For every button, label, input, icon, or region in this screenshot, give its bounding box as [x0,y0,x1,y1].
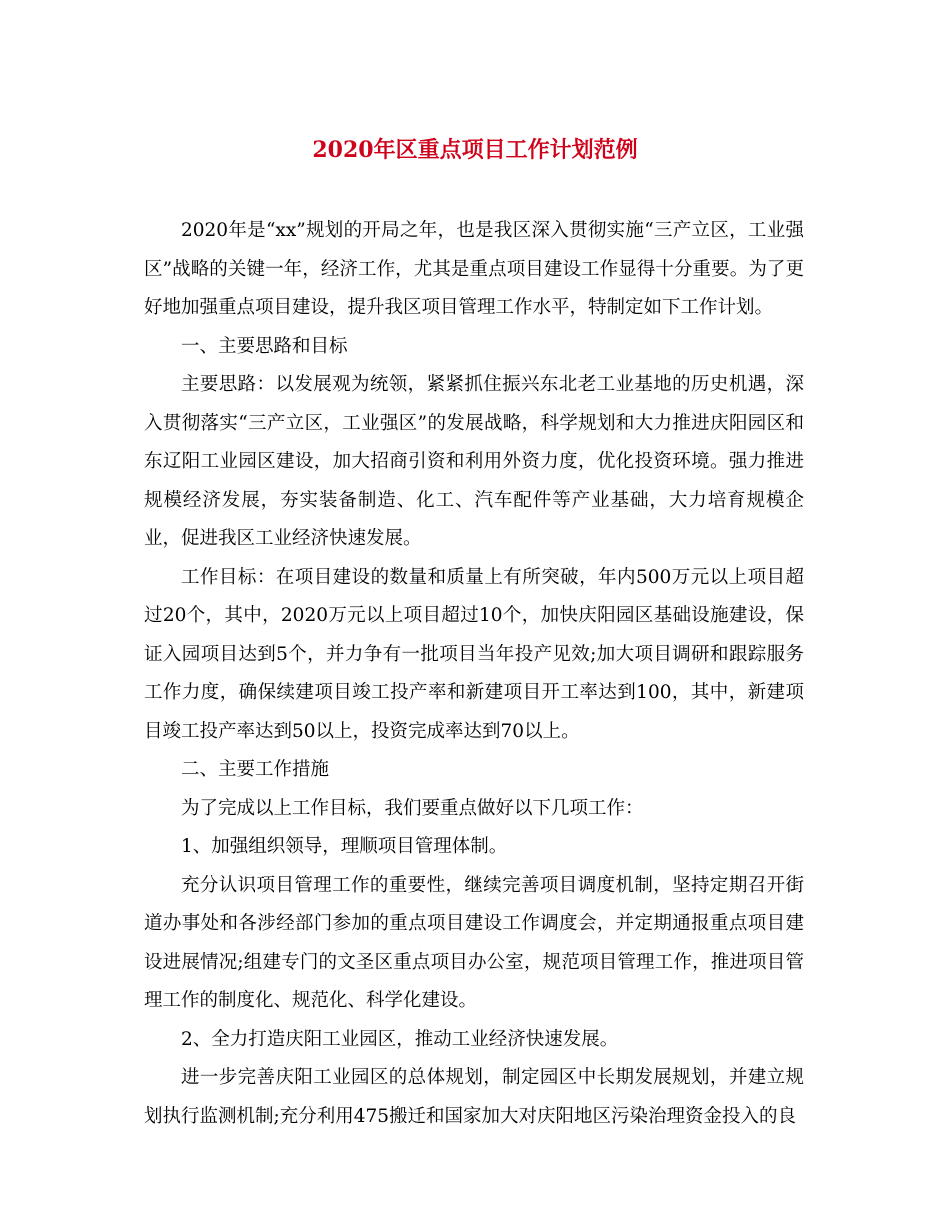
paragraph-intro: 2020年是“xx”规划的开局之年，也是我区深入贯彻实施“三产立区，工业强区”战略的关键一年，经济工作，尤其是重点项目建设工作显得十分重要。为了更好地加强重点项目建设，提升我区项目管理工作水平，特制定如下工作计划。 [144,220,804,318]
paragraph-main-ideas: 主要思路：以发展观为统领，紧紧抓住振兴东北老工业基地的历史机遇，深入贯彻落实“三产立区，工业强区”的发展战略，科学规划和大力推进庆阳园区和东辽阳工业园区建设，加大招商引资和利用外资力度，优化投资环境。强力推进规模经济发展，夯实装备制造、化工、汽车配件等产业基础，大力培育规模企业，促进我区工业经济快速发展。 [144,374,804,549]
paragraph-measure-1: 充分认识项目管理工作的重要性，继续完善项目调度机制，坚持定期召开街道办事处和各涉经部门参加的重点项目建设工作调度会，并定期通报重点项目建设进展情况;组建专门的文圣区重点项目办公室，规范项目管理工作，推进项目管理工作的制度化、规范化、科学化建设。 [144,874,804,1011]
paragraph-work-goals: 工作目标：在项目建设的数量和质量上有所突破，年内500万元以上项目超过20个，其中，2020万元以上项目超过10个，加快庆阳园区基础设施建设，保证入园项目达到5个，并力争有一批项目当年投产见效;加大项目调研和跟踪服务工作力度，确保续建项目竣工投产率和新建项目开工率达到100，其中，新建项目竣工投产率达到50以上，投资完成率达到70以上。 [144,566,804,742]
document-body [144,212,804,1136]
subheading-measure-1: 1、加强组织领导，理顺项目管理体制。 [181,836,508,857]
document-title: 2020年区重点项目工作计划范例 [312,137,638,163]
section-heading-2: 二、主要工作措施 [181,759,330,780]
subheading-measure-2: 2、全力打造庆阳工业园区，推动工业经济快速发展。 [181,1028,619,1050]
paragraph-measure-2: 进一步完善庆阳工业园区的总体规划，制定园区中长期发展规划，并建立规划执行监测机制;充分利用475搬迁和国家加大对庆阳地区污染治理资金投入的良 [144,1067,804,1127]
paragraph-measures-intro: 为了完成以上工作目标，我们要重点做好以下几项工作： [181,797,644,819]
section-heading-1: 一、主要思路和目标 [181,335,348,357]
